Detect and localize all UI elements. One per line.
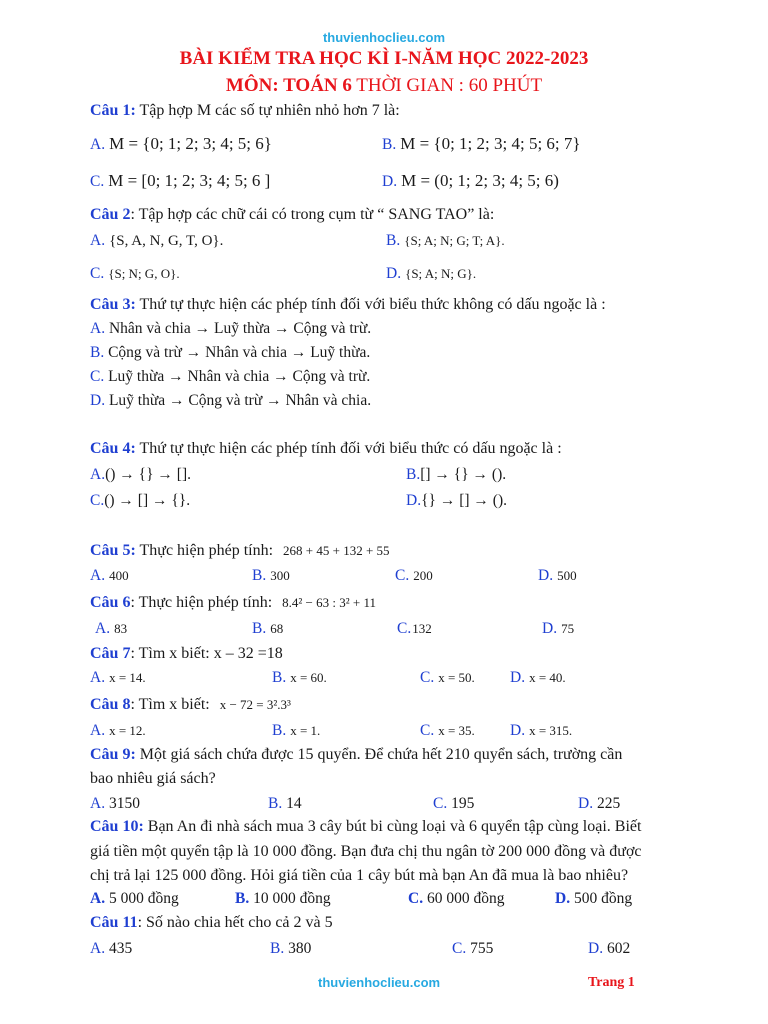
q9-option-c[interactable]: C. 195 [433,795,475,812]
q6-option-c[interactable]: C.132 [397,620,432,637]
q3-option-a[interactable]: A. Nhân và chia → Luỹ thừa → Cộng và trừ. [90,320,372,337]
q6-option-a[interactable]: A. 83 [95,620,128,637]
q10-option-a[interactable]: A. 5 000 đồng [90,890,179,907]
question-9-line2: bao nhiêu giá sách? [90,770,216,787]
q2-option-a[interactable]: A. {S, A, N, G, T, O}. [90,232,224,249]
question-1: Câu 1: Tập hợp M các số tự nhiên nhỏ hơn 7 là: [90,102,400,119]
q6-option-d[interactable]: D. 75 [542,620,575,637]
q3-option-d[interactable]: D. Luỹ thừa → Cộng và trừ → Nhân và chia. [90,392,372,409]
q7-option-b[interactable]: B. x = 60. [272,669,327,686]
q1-option-b[interactable]: B. M = {0; 1; 2; 3; 4; 5; 6; 7} [382,134,581,153]
question-2: Câu 2: Tập hợp các chữ cái có trong cụm từ “ SANG TAO” là: [90,206,495,223]
q2-option-d[interactable]: D. {S; A; N; G}. [386,265,477,282]
q4-option-c[interactable]: C.() → [] → {}. [90,492,191,509]
q5-option-a[interactable]: A. 400 [90,567,129,584]
q9-option-d[interactable]: D. 225 [578,795,621,812]
question-10-line3: chị trả lại 125 000 đồng. Hỏi giá tiền của 1 cây bút mà bạn An đã mua là bao nhiêu? [90,867,629,884]
question-5: Câu 5: Thực hiện phép tính: 268 + 45 + 132 + 55 [90,542,390,559]
q6-option-b[interactable]: B. 68 [252,620,284,637]
question-6: Câu 6: Thực hiện phép tính: 8.4² − 63 : 3² + 11 [90,594,376,611]
question-11: Câu 11: Số nào chia hết cho cả 2 và 5 [90,914,333,931]
q5-option-c[interactable]: C. 200 [395,567,433,584]
question-10-line2: giá tiền một quyển tập là 10 000 đồng. Bạn đưa chị thu ngân tờ 200 000 đồng và được [90,843,642,860]
q8-option-d[interactable]: D. x = 315. [510,722,573,739]
exam-title: BÀI KIỂM TRA HỌC KÌ I-NĂM HỌC 2022-2023 [179,48,589,69]
q4-option-b[interactable]: B.[] → {} → (). [406,466,507,483]
q7-option-c[interactable]: C. x = 50. [420,669,475,686]
q2-option-b[interactable]: B. {S; A; N; G; T; A}. [386,232,505,249]
q11-option-d[interactable]: D. 602 [588,940,631,957]
q8-option-c[interactable]: C. x = 35. [420,722,475,739]
q5-option-b[interactable]: B. 300 [252,567,290,584]
q4-option-a[interactable]: A.() → {} → []. [90,466,191,483]
q3-option-b[interactable]: B. Cộng và trừ → Nhân và chia → Luỹ thừa. [90,344,371,361]
q1-option-d[interactable]: D. M = (0; 1; 2; 3; 4; 5; 6) [382,171,559,190]
question-8: Câu 8: Tìm x biết: x − 72 = 3².3³ [90,696,291,713]
exam-subtitle: MÔN: TOÁN 6 THỜI GIAN : 60 PHÚT [225,75,543,96]
q10-option-c[interactable]: C. 60 000 đồng [408,890,505,907]
q1-option-a[interactable]: A. M = {0; 1; 2; 3; 4; 5; 6} [90,134,272,153]
question-7: Câu 7: Tìm x biết: x – 32 =18 [90,645,283,662]
q2-option-c[interactable]: C. {S; N; G, O}. [90,265,180,282]
site-header[interactable]: thuvienhoclieu.com [322,30,446,45]
question-3: Câu 3: Thứ tự thực hiện các phép tính đối với biểu thức không có dấu ngoặc là : [90,296,606,313]
question-9: Câu 9: Một giá sách chứa được 15 quyển. Để chứa hết 210 quyển sách, trường cần [90,746,623,763]
q3-option-c[interactable]: C. Luỹ thừa → Nhân và chia → Cộng và trừ. [90,368,371,385]
site-footer[interactable]: thuvienhoclieu.com [318,975,441,990]
q11-option-c[interactable]: C. 755 [452,940,494,957]
q4-option-d[interactable]: D.{} → [] → (). [406,492,507,509]
q11-option-b[interactable]: B. 380 [270,940,312,957]
q9-option-a[interactable]: A. 3150 [90,795,140,812]
q7-option-a[interactable]: A. x = 14. [90,669,146,686]
q1-option-c[interactable]: C. M = [0; 1; 2; 3; 4; 5; 6 ] [90,171,271,190]
q11-option-a[interactable]: A. 435 [90,940,133,957]
question-4: Câu 4: Thứ tự thực hiện các phép tính đối với biểu thức có dấu ngoặc là : [90,440,562,457]
q8-option-b[interactable]: B. x = 1. [272,722,321,739]
q5-option-d[interactable]: D. 500 [538,567,577,584]
page-number: Trang 1 [588,975,635,990]
question-10: Câu 10: Bạn An đi nhà sách mua 3 cây bút bi cùng loại và 6 quyển tập cùng loại. Biết [90,818,642,835]
q9-option-b[interactable]: B. 14 [268,795,302,812]
q8-option-a[interactable]: A. x = 12. [90,722,146,739]
q7-option-d[interactable]: D. x = 40. [510,669,566,686]
q10-option-b[interactable]: B. 10 000 đồng [235,890,331,907]
q10-option-d[interactable]: D. 500 đồng [555,890,633,907]
